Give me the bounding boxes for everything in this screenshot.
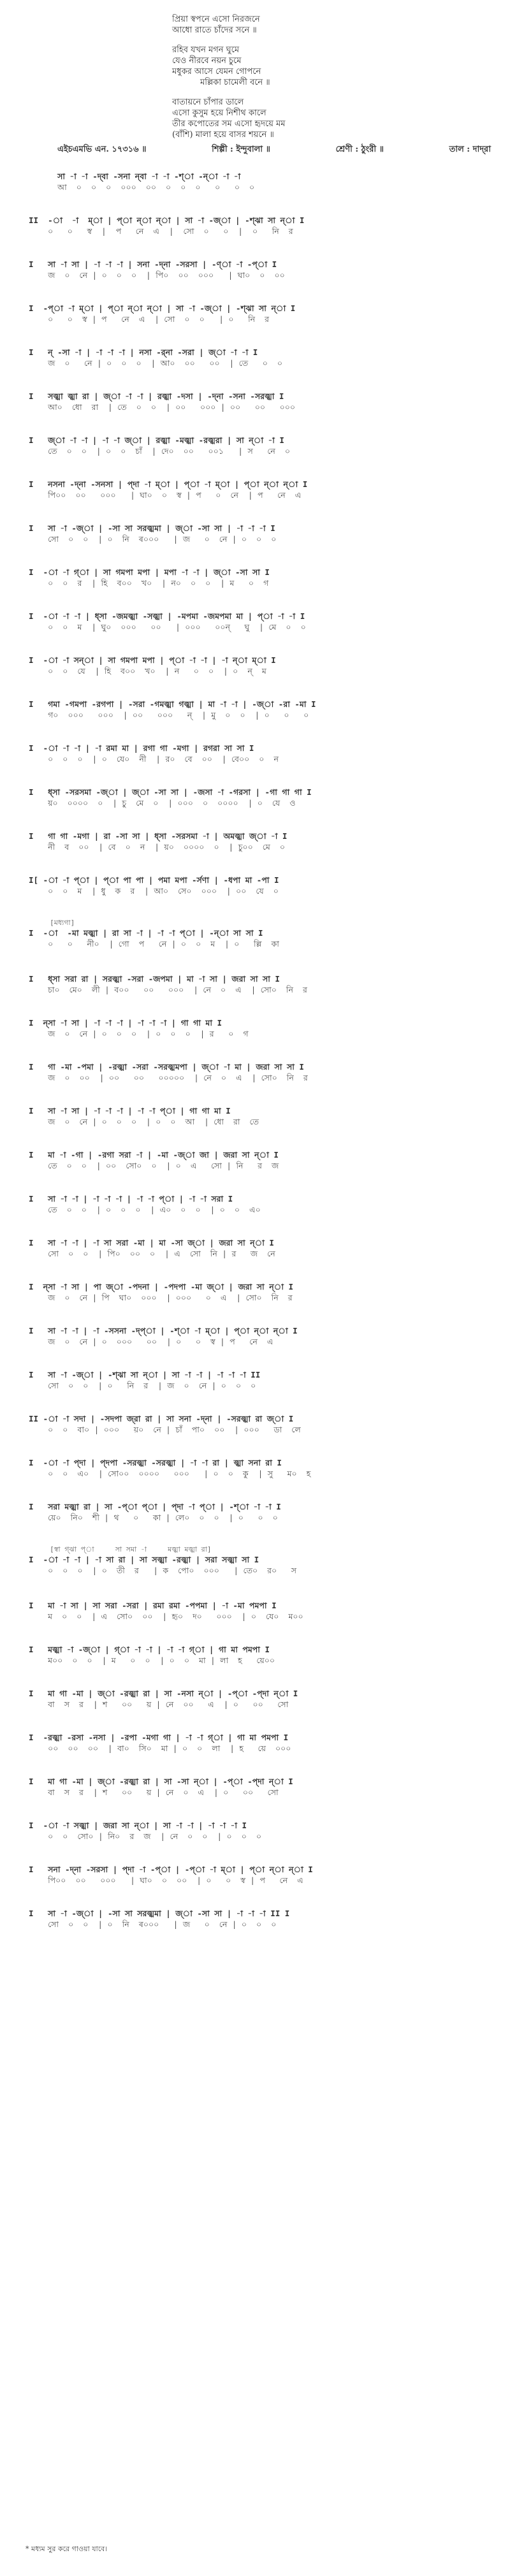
notation-block — [29, 1501, 494, 1545]
swara-row: II -া -া সদা | -সদপা জ্‌রা রা | সা সনা -দ্‌না | -সরজ্ঝা রা জ্‌া I — [29, 1414, 294, 1423]
lyrics-line: বাতায়নে চাঁপার ডালে — [172, 98, 244, 107]
notation-block — [29, 743, 494, 787]
lyric-syllable-row: ০ ০ ম | ধু ক র | আ০ সে০ ০০০ | ০০ যে ০ — [29, 886, 279, 896]
lyric-syllable-row: ০০ ০০ ০০ | বা০ সি০ মা | ০ ০ লা | হ য়ে ০০০ — [29, 1743, 291, 1753]
swara-row: I -া -া -া | -া রমা মা | রগা গা -মগা | রগরা সা সা I — [29, 743, 254, 753]
notation-block — [29, 567, 494, 611]
swara-row: I -া -া গ্‌া | সা গমপা মপা | মপা -া -া | জ্‌া -সা সা I — [29, 567, 270, 577]
lyric-syllable-row: ০ ০ স্ব | প নে এ | সো ০ ০ | ০ নি র — [29, 226, 293, 236]
notation-block — [29, 1864, 494, 1908]
lyric-syllable-row: সো ০ ০ | পি০ ০০ ০ | এ সো নি | র জ নে — [29, 1249, 275, 1258]
swara-row: I গমা -গমপা -রগপা | -সরা -গমজ্ঝা গজ্ঝা | মা -া -া | -জ্‌া -রা -মা I — [29, 699, 316, 709]
notation-block — [29, 1237, 494, 1281]
lyrics-line: প্রিয়া স্বপনে এসো নিরজনে — [172, 15, 260, 24]
notation-block — [29, 1776, 494, 1820]
swara-row: I সা -া সা | -া -া -া | সনা -দ্‌না -সরসা | -ণ্‌া -া -প্‌া I — [29, 259, 277, 269]
swara-row: I -া -মা মজ্ঝা | রা সা -া | -া -া প্‌া | -ন্‌া সা সা I — [29, 928, 263, 938]
lyric-syllable-row: তে ০ ০ | ০ ০ চাঁ | দে০ ০০ ০০১ | স নে ০ — [29, 446, 291, 456]
lyrics-line: রহিব যখন মগন ঘুমে — [172, 45, 240, 55]
notation-block — [29, 1281, 494, 1325]
notation-block — [29, 1061, 494, 1105]
lyric-syllable-row: সো ০ ০ | ০ নি র | জ ০ নে | ০ ০ ০ — [29, 1381, 256, 1390]
notation-block — [29, 1149, 494, 1193]
swara-row: I -া -া সন্‌া | সা গমপা মপা | প্‌া -া -া | -া ন্‌া ম্‌া I — [29, 655, 276, 665]
lyric-syllable-row: গ০ ০০০ ০০০ | ০০ ০০০ ন্‌ | মু ০ ০ | ০ ০ ০ — [29, 710, 309, 720]
swara-row: I সা -া -জ্‌া | -শ্ঝা সা ন্‌া | সা -া -া | -া -া -া II — [29, 1370, 261, 1379]
notation-block — [29, 1644, 494, 1688]
lyric-syllable-row: বা স র | শ ০০ য় | নে ০ এ | ০ ০০ সো — [29, 1787, 279, 1797]
swara-row: I -রজ্ঝা -রসা -নসা | -রপা -মগা গা | -া -া গ্‌া | গা মা পমপা I — [29, 1733, 289, 1742]
lyric-syllable-row: জ ০ নে | পি ঘা০ ০০০ | ০০০ ০ এ | সো০ নি র — [29, 1293, 293, 1302]
lyrics-line: আধো রাতে চাঁদের সনে ॥ — [172, 25, 257, 35]
footnote: * মধ্যম সুর করে গাওয়া যাবে। — [26, 2545, 108, 2553]
notation-block — [29, 1193, 494, 1237]
swara-row: I নসনা -দ্‌না -সনসা | প্‌দা -া ম্‌া | প্‌া -া ম্‌া | প্‌া ন্‌া ন্‌া I — [29, 479, 308, 489]
ornament-row: [স্বা গ্‌ঝা প্‌া সা সমা -া মজ্ঝা মজ্ঝা রা] — [29, 1545, 212, 1554]
notation-block — [29, 1369, 494, 1413]
notation-block — [29, 1908, 494, 1952]
lyric-syllable-row: ০ ০ ম | ঘু০ ০০০ ০০ | ০০০ ০০ন্‌ ঘু | মে ০ ০ — [29, 622, 306, 632]
swara-row: I সা -া সা | -া -া -া | -া -া প্‌া | গা গা মা I — [29, 1106, 231, 1116]
notation-block — [29, 1017, 494, 1061]
notation-block — [29, 479, 494, 523]
lyric-syllable-row: তে ০ ০ | ০ ০ ০ | এ০ ০ ০ | ০ ০ এ০ — [29, 1205, 261, 1214]
notation-block — [29, 215, 494, 259]
lyrics-line: মল্লিকা চামেলী বনে ॥ — [200, 78, 270, 87]
notation-block — [29, 655, 494, 699]
notation-block — [29, 1600, 494, 1644]
lyric-syllable-row: জ ০ নে | ০ ০ ০ | আ০ ০০ ০০ | তে ০ ০ — [29, 358, 283, 368]
swara-row: I -া -া সজ্ঝা | জরা সা ন্‌া | সা -া -া | -া -া -া I — [29, 1821, 247, 1830]
notation-block — [29, 1732, 494, 1776]
swara-row: I গা -মা -পমা | -রজ্ঝা -সরা -সরজ্ঝমপা | জ্‌া -া মা | জরা সা সা I — [29, 1062, 304, 1072]
lyrics-line: এসো কুসুম হয়ে নিশীথ কালে — [172, 108, 266, 118]
lyrics-stanza — [172, 97, 440, 140]
swara-row: I সা -া -া | -া -সসনা -দ্‌প্‌া | -শ্‌া -া ম্‌া | প্‌া ন্‌া ন্‌া I — [29, 1326, 298, 1335]
notation-block — [29, 435, 494, 479]
lyric-syllable-row: পি০০ ০০ ০০০ | ঘা০ ০ স্ব | প ০ নে | প নে এ — [29, 490, 302, 500]
swara-row: I সা -া -া | -া সা সরা -মা | মা -সা জ্‌া | জরা সা ন্‌া I — [29, 1238, 274, 1248]
tala: তাল : দাদ্‌রা — [449, 145, 491, 154]
notation-body — [29, 171, 494, 1952]
lyric-syllable-row: সো ০ ০ | ০ নি ৰ০০০ | জ ০ নে | ০ ০ ০ — [29, 1919, 277, 1929]
song-meta — [57, 143, 491, 157]
lyric-syllable-row: ০ ০ যে | হি ব০০ খ০ | ন ০ ০ | ০ ন্‌ ম — [29, 666, 266, 676]
lyric-syllable-row: চা০ মে০ লী | ব০০ ০০ ০০০ | নে ০ এ | সো০ নি র — [29, 985, 307, 994]
lyrics-stanza — [172, 14, 440, 36]
notation-block — [29, 303, 494, 347]
notation-block — [29, 523, 494, 567]
swara-row: I মা গা -মা | জ্‌া -রজ্ঝা রা | সা -সা ন্‌া | -প্‌া -প্‌দা ন্‌া I — [29, 1777, 293, 1786]
notation-block — [29, 699, 494, 743]
swara-row: I[ -া -া প্‌া | প্‌া পা পা | পমা মপা -র্সণা | -ধপা মা -পা I — [29, 875, 279, 885]
swara-row: I সা -া -জ্‌া | -সা সা সরজ্ঝমা | জ্‌া -সা সা | -া -া -া II I — [29, 1909, 290, 1918]
swara-row: I ন্‌সা -া সা | পা জ্‌া -পদনা | -পদপা -মা জ্‌া | জরা সা ন্‌া I — [29, 1282, 294, 1292]
lyric-syllable-row: ০ ০ বা০ | ০০০ য়০ নে | চাঁ পা০ ০০ | ০০০ ডা লে — [29, 1425, 301, 1434]
swara-row: I -া -া -া | ধ্‌সা -জমজ্ঝা -সজ্ঝা | -মপমা -জমপমা মা | প্‌া -া -া I — [29, 611, 305, 621]
lyric-syllable-row: জ ০ ০০ | ০০ ০০ ০০০০০ | নে ০ এ | সো০ নি র — [29, 1073, 308, 1082]
lyric-syllable-row: ম০০ ০ ০ | ম ০ ০ | ০ ০ মা | লা হ য়ে০০ — [29, 1655, 275, 1665]
notation-block — [29, 1820, 494, 1864]
notation-block — [29, 973, 494, 1017]
notation-block — [29, 391, 494, 435]
lyric-syllable-row: বা স র | শ ০০ য় | নে ০০ এ | ০ ০০ সো — [29, 1699, 289, 1709]
swara-row: I -া -া প্‌দা | প্‌দপা -সরজ্ঝা -সরজ্ঝা | -া -া রা | জ্ঝা সনা রা I — [29, 1458, 282, 1467]
song-lyrics — [172, 14, 440, 149]
notation-block — [29, 259, 494, 303]
lyrics-stanza — [172, 45, 440, 88]
swara-row: I মা গা -মা | জ্‌া -রজ্ঝা রা | সা -নসা ন্‌া | -প্‌া -প্‌দা ন্‌া I — [29, 1689, 298, 1698]
lyric-syllable-row: ০ ০ ০ | ০ যে০ নী | র০ বে ০০ | বে০০ ০ ন — [29, 754, 279, 764]
lyric-syllable-row: ০ ০ ০ | ০ তী র | ক পো০ ০০০ | তে০ র০ স — [29, 1566, 297, 1575]
swara-row: I সনা -দ্‌না -সরসা | প্‌দা -া -প্‌া | -প্‌া -া ম্‌া | প্‌া ন্‌া ন্‌া I — [29, 1865, 313, 1874]
swara-row: I সরা মজ্ঝা রা | সা -প্‌া প্‌া | প্‌দা -া প্‌া | -শ্‌া -া -া I — [29, 1502, 281, 1511]
swara-row: I -া -া -া | -া সা রা | সা সজ্ঝা -রজ্ঝা | সরা সজ্ঝা সা I — [29, 1555, 259, 1564]
lyric-syllable-row: জ ০ নে | ০ ০০০ ০০ | ০ ০ স্ব | প নে এ — [29, 1337, 273, 1346]
notation-block — [29, 1457, 494, 1501]
lyric-syllable-row: আ ০ ০ ০ ০০০ ০০ ০ ০ ০ ০ ০ ০ — [29, 182, 255, 192]
lyric-syllable-row: পি০০ ০০ ০০০ | ঘা০ ০ ০০ | ০ ০ স্ব | প নে এ — [29, 1875, 303, 1885]
lyric-syllable-row: ০ ০ এ০ | সো০০ ০০০০ ০০০ | ০ ০ কু | সু ম০ হ — [29, 1469, 311, 1478]
lyric-syllable-row: ম ০ ০ | এ সো০ ০০ | হৃ০ দ০ ০০০ | ০ যে০ ম০০ — [29, 1612, 303, 1621]
lyric-syllable-row: তে ০ ০ | ০০ সো০ ০ | ০ এ সো | নি র জ — [29, 1161, 279, 1170]
lyrics-line: তীর কপোতের সম এসো হৃদয়ে মম — [172, 119, 286, 129]
lyric-syllable-row: আ০ ধো রা | তে ০ ০ | ০০ ০০০ | ০০ ০০ ০০০ — [29, 402, 295, 412]
record-number: এইচএমভি এন. ১৭৩১৬ ॥ — [57, 145, 147, 154]
genre: শ্রেণী : ঠুংরী ॥ — [335, 145, 384, 154]
notation-block — [29, 1545, 494, 1600]
swara-row: II -া -া ম্‌া | প্‌া ন্‌া ন্‌া | সা -া -জ্‌া | -শ্ঝা সা ন্‌া I — [29, 215, 305, 225]
notation-block — [29, 919, 494, 973]
notation-block — [29, 1325, 494, 1369]
ornament-row: [মধ্যগা] — [29, 919, 75, 927]
lyric-syllable-row: ০ ০ র | হি ব০০ খ০ | ন০ ০ ০ | ম ০ গ — [29, 578, 269, 588]
artist: শিল্পী : ইন্দুবালা ॥ — [212, 145, 270, 154]
notation-block — [29, 171, 494, 215]
swara-row: I সজ্ঝা জ্ঝা রা | জ্‌া -া -া | রজ্ঝা -দসা | -দ্‌না -সনা -সরজ্ঝা I — [29, 391, 284, 401]
notation-block — [29, 347, 494, 391]
lyric-syllable-row: জ ০ নে | ০ ০ ০ | পি০ ০০ ০০০ | ঘা০ ০ ০০ — [29, 270, 285, 280]
swara-row: I ধ্‌সা -সরসমা -জ্‌া | জ্‌া -সা সা | -জসা -া -গরসা | -গা গা গা I — [29, 787, 312, 797]
lyric-syllable-row: সো ০ ০ | ০ নি ৰ০০০ | জ ০ নে | ০ ০ ০ — [29, 534, 277, 544]
swara-row: I -প্‌া -া ম্‌া | প্‌া ন্‌া ন্‌া | সা -া -জ্‌া | -শ্ঝা সা ন্‌া I — [29, 303, 296, 313]
lyric-syllable-row: জ ০ নে | ০ ০ ০ | ০ ০ ০ | র ০ গ — [29, 1029, 249, 1038]
swara-row: I ধ্‌সা সরা রা | সরজ্ঝা -সরা -জপমা | মা -া সা | জরা সা সা I — [29, 974, 280, 984]
swara-row: I মা -া -গা | -রগা সরা -া | -মা -জ্‌া জা | জরা সা ন্‌া I — [29, 1150, 279, 1160]
notation-block — [29, 1413, 494, 1457]
lyric-syllable-row: ০ ০ সো০ | নি০ র জ | নে ০ ০ | ০ ০ ০ — [29, 1831, 262, 1841]
lyric-syllable-row: নী ব ০০ | বে ০ ন | য়০ ০০০০ ০ | চু০০ মে ০ — [29, 842, 285, 852]
swara-row: I সা -া -া | -া -া -া | -া -া প্‌া | -া -া সরা I — [29, 1194, 233, 1204]
swara-row: I মজ্ঝা -া -জ্‌া | গ্‌া -া -া | -া -া গ্‌া | গা মা পমপা I — [29, 1645, 270, 1654]
lyric-syllable-row: ০ ০ স্ব | প নে এ | সো ০ ০ | ০ নি র — [29, 314, 270, 324]
swara-row: সা -া -া -দ্‌বা -সনা ন্‌বা -া -া -শ্‌া -ন্‌া -া -া — [29, 171, 241, 181]
lyrics-line: (বাঁশি) মালা হয়ে বাসর শয়নে ॥ — [172, 130, 274, 140]
notation-block — [29, 611, 494, 655]
notation-block — [29, 1105, 494, 1149]
lyric-syllable-row: য়ে০ নি০ শী | থ ০ কা | লে০ ০ ০ | ০ ০ ০ — [29, 1513, 278, 1522]
lyric-syllable-row: ০ ০ নী০ | গো প নে | ০ ০ ম | ০ ল্লি কা — [29, 939, 279, 949]
lyrics-line: মধুকর আসে যেমন গোপনে — [172, 67, 261, 76]
lyric-syllable-row: জ ০ নে | ০ ০ ০ | ০ ০ আ | ধো রা তে — [29, 1117, 259, 1126]
notation-block — [29, 831, 494, 875]
lyric-syllable-row: য়০ ০০০০ ০ | চু মে ০ | ০০০ ০ ০০০০ | ০ যে ও — [29, 798, 296, 808]
notation-block — [29, 1688, 494, 1732]
swara-row: I সা -া -জ্‌া | -সা সা সরজ্ঝমা | জ্‌া -সা সা | -া -া -া I — [29, 523, 275, 533]
lyrics-line: যেও নীরবে নয়ন চুমে — [172, 56, 242, 66]
swara-row: I মা -া সা | সা সরা -সরা | রমা রমা -পপমা | -া -মা পমপা I — [29, 1601, 277, 1610]
swara-row: I গা গা -মগা | রা -সা সা | ধ্‌সা -সরসমা -া | অমজ্ঝা জ্‌া -া I — [29, 831, 288, 841]
notation-block — [29, 787, 494, 831]
swara-row: I ন্‌সা -া সা | -া -া -া | -া -া -া | গা গা মা I — [29, 1018, 222, 1028]
swara-row: I জ্‌া -া -া | -া -া জ্‌া | রজ্ঝা -মজ্ঝা -রজ্ঝরা | সা ন্‌া -া I — [29, 435, 284, 445]
swara-row: I ন্‌ -সা -া | -া -া -া | নসা -র্‌না -সরা | জ্‌া -া -া I — [29, 347, 258, 357]
notation-block — [29, 875, 494, 919]
